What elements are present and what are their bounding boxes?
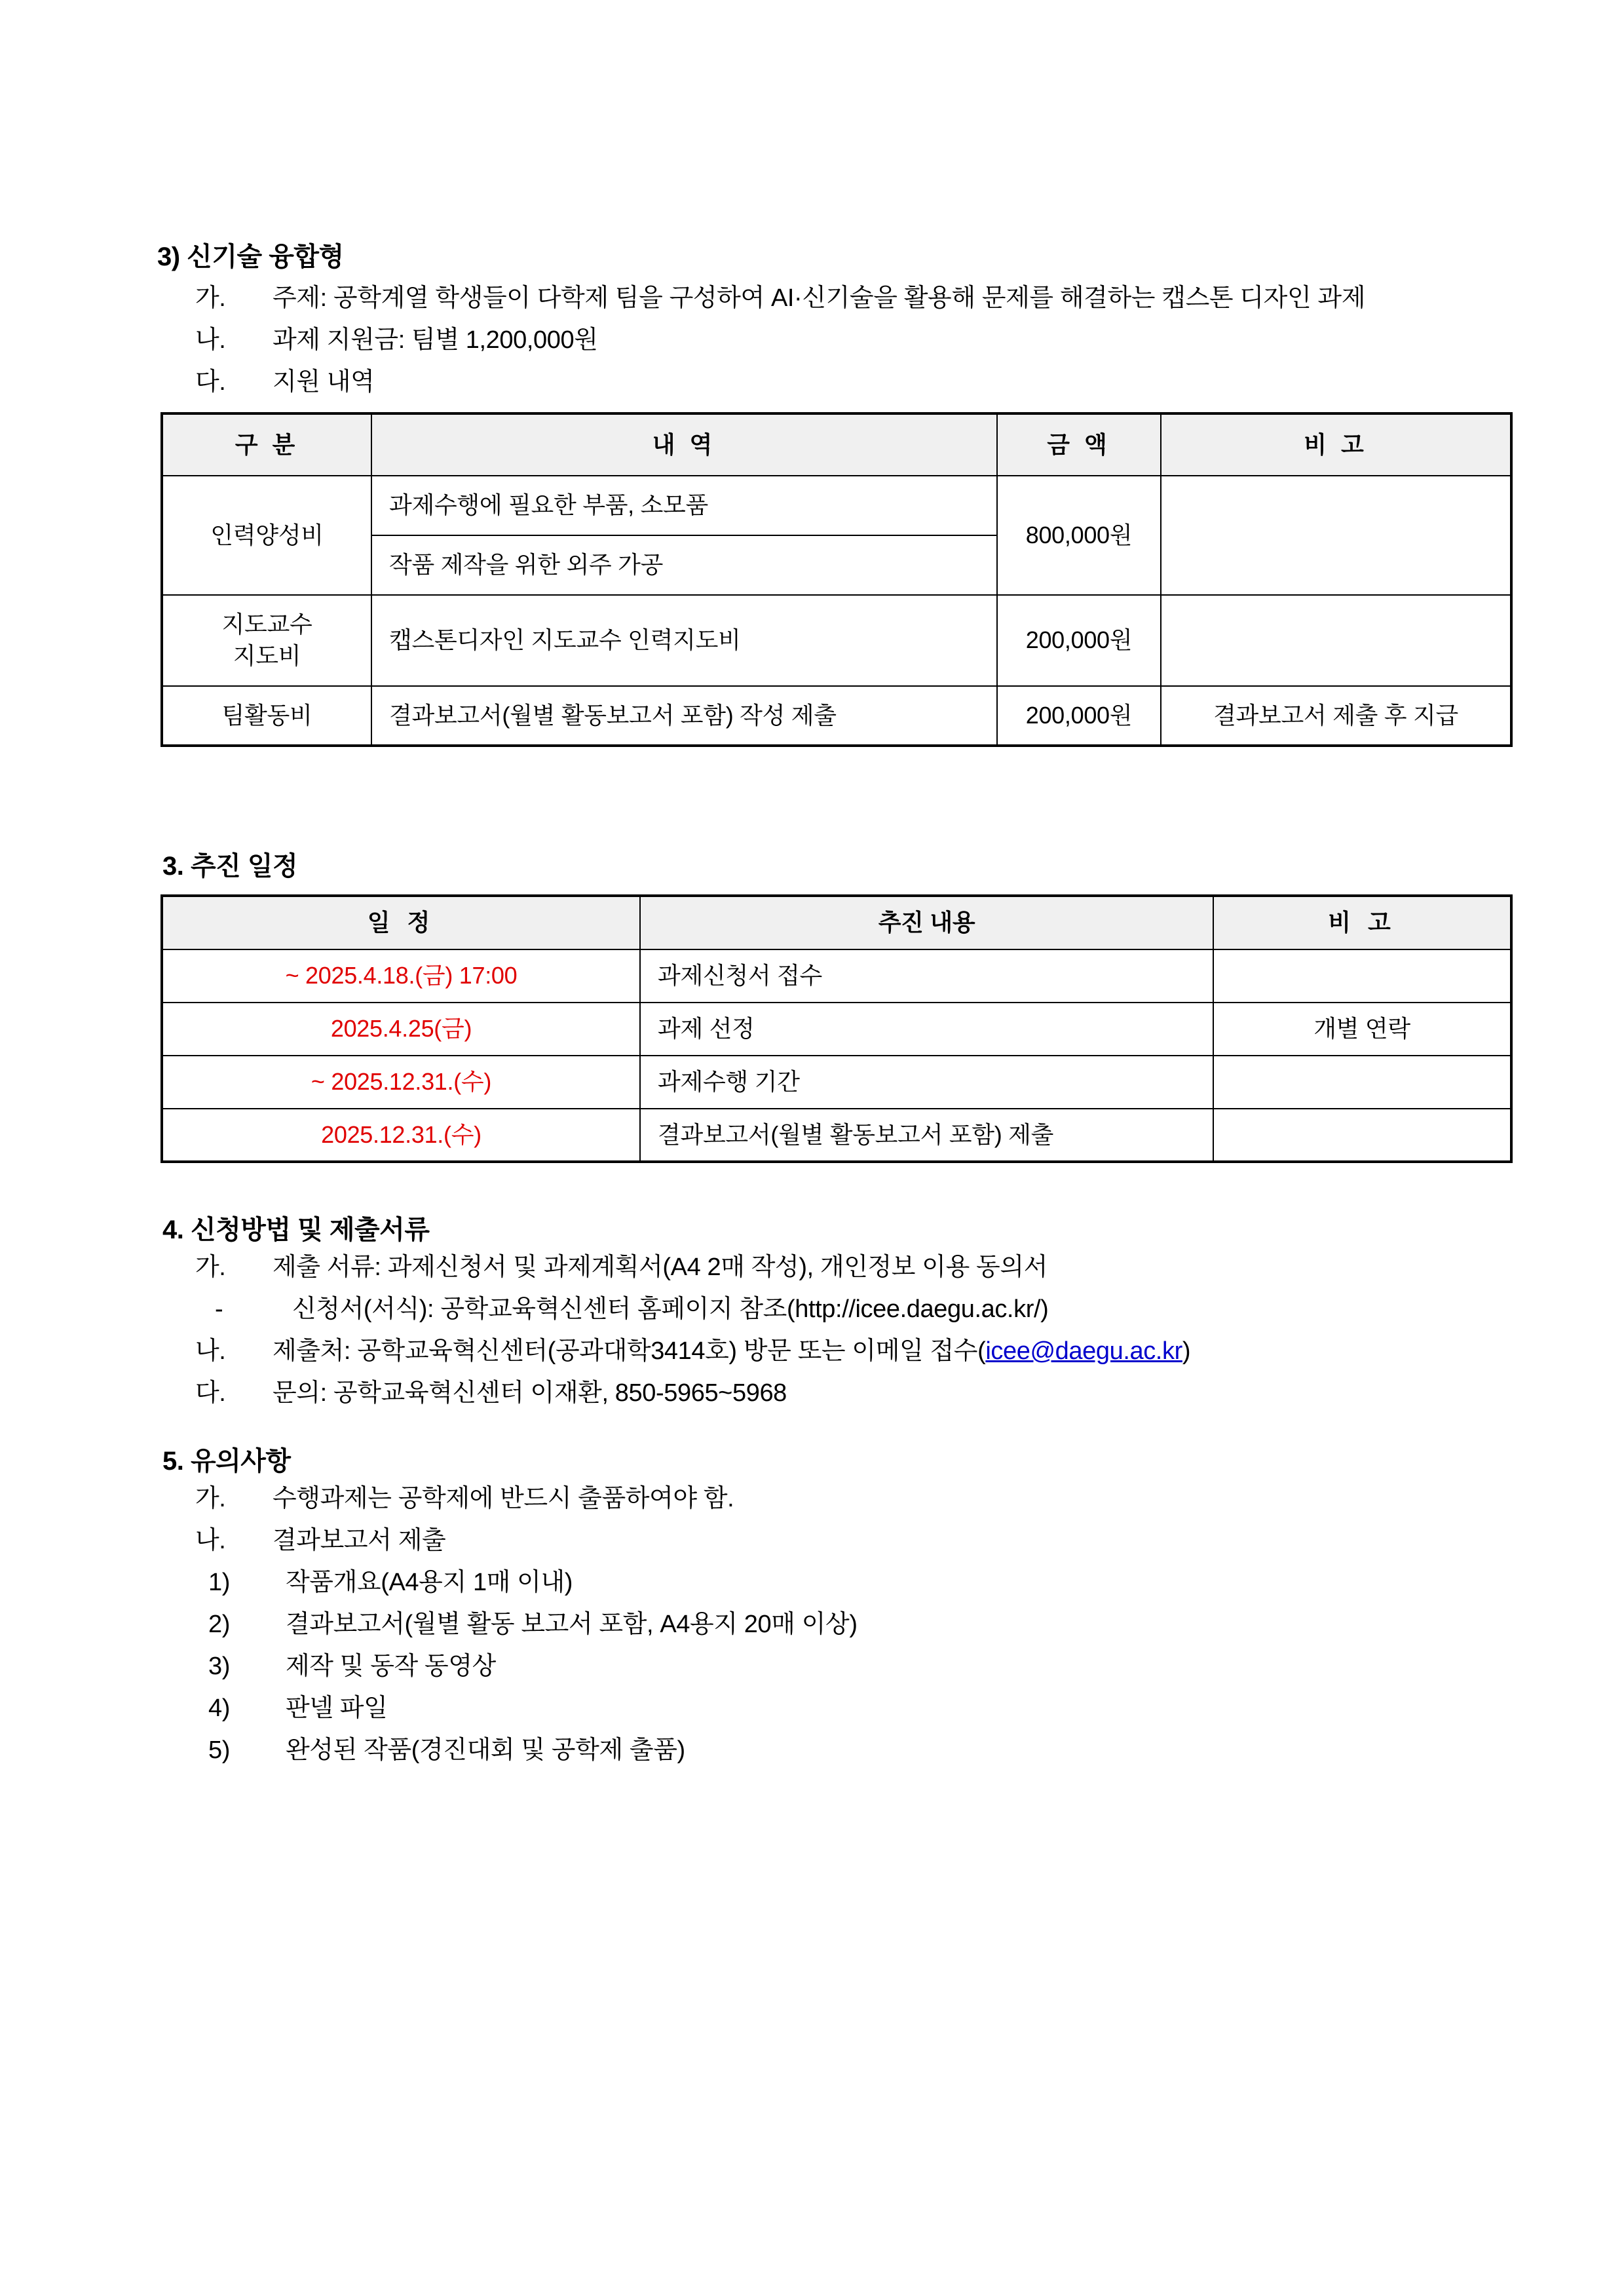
support-cell-note-2 bbox=[1161, 595, 1511, 686]
apply-item-b bbox=[157, 1334, 1506, 1369]
table-row bbox=[162, 1003, 1511, 1056]
table-row bbox=[162, 476, 1511, 535]
table-row bbox=[162, 1109, 1511, 1162]
schedule-date-1: ~ 2025.4.18.(금) 17:00 bbox=[162, 949, 640, 1003]
apply-item-b-suffix: ) bbox=[1182, 1337, 1191, 1366]
schedule-content-4: 결과보고서(월별 활동보고서 포함) 제출 bbox=[640, 1109, 1213, 1162]
section-apply-title: 4. 신청방법 및 제출서류 bbox=[162, 1215, 430, 1245]
apply-item-b-text bbox=[273, 1334, 1506, 1369]
section-schedule bbox=[157, 845, 1506, 1163]
apply-item-a-sub-text: 신청서(서식): 공학교육혁신센터 홈페이지 참조(http://icee.daegu.ac.kr/) bbox=[292, 1295, 1049, 1324]
new-tech-item-a bbox=[157, 281, 1506, 316]
new-tech-item-b-marker: 나. bbox=[195, 326, 226, 354]
apply-item-b-prefix: 제출처: 공학교육혁신센터(공과대학3414호) 방문 또는 이메일 접수( bbox=[273, 1337, 986, 1366]
support-cell-note-1 bbox=[1161, 476, 1511, 594]
apply-item-c bbox=[157, 1376, 1506, 1411]
notes-sub-item-1-marker: 1) bbox=[208, 1569, 230, 1597]
apply-item-a-sub bbox=[157, 1292, 1506, 1328]
apply-item-a-marker: 가. bbox=[195, 1253, 226, 1282]
new-tech-item-a-text: 주제: 공학계열 학생들이 다학제 팀을 구성하여 AI·신기술을 활용해 문제를 해결하는 캡스톤 디자인 과제 bbox=[273, 284, 1366, 312]
support-header-amount: 금 액 bbox=[997, 413, 1161, 476]
schedule-header-note: 비 고 bbox=[1213, 896, 1511, 949]
new-tech-item-a-marker: 가. bbox=[195, 284, 226, 312]
support-header-category: 구 분 bbox=[162, 413, 371, 476]
apply-item-c-marker: 다. bbox=[195, 1379, 226, 1407]
schedule-date-2: 2025.4.25(금) bbox=[162, 1003, 640, 1056]
new-tech-item-c bbox=[157, 365, 1506, 400]
table-row bbox=[162, 686, 1511, 746]
notes-sub-item-1 bbox=[157, 1565, 1506, 1601]
schedule-content-1: 과제신청서 접수 bbox=[640, 949, 1213, 1003]
notes-item-b-marker: 나. bbox=[195, 1527, 226, 1555]
schedule-note-3 bbox=[1213, 1056, 1511, 1109]
support-details-table bbox=[161, 412, 1513, 748]
schedule-note-2: 개별 연락 bbox=[1213, 1003, 1511, 1056]
new-tech-item-b bbox=[157, 323, 1506, 358]
support-cell-category-1: 인력양성비 bbox=[162, 476, 371, 594]
notes-sub-item-5 bbox=[157, 1733, 1506, 1769]
apply-item-a-sub-marker: - bbox=[215, 1295, 223, 1324]
support-header-detail: 내 역 bbox=[371, 413, 997, 476]
schedule-table bbox=[161, 894, 1513, 1163]
notes-item-a-text: 수행과제는 공학제에 반드시 출품하여야 함. bbox=[273, 1485, 734, 1513]
apply-item-b-marker: 나. bbox=[195, 1337, 226, 1366]
notes-sub-item-4-marker: 4) bbox=[208, 1694, 230, 1722]
notes-sub-item-2-marker: 2) bbox=[208, 1611, 230, 1639]
section-schedule-title: 3. 추진 일정 bbox=[162, 852, 298, 881]
support-cell-detail-4: 결과보고서(월별 활동보고서 포함) 작성 제출 bbox=[371, 686, 997, 746]
apply-item-a-text: 제출 서류: 과제신청서 및 과제계획서(A4 2매 작성), 개인정보 이용 동의서 bbox=[273, 1253, 1048, 1282]
support-cell-detail-2: 작품 제작을 위한 외주 가공 bbox=[371, 535, 997, 595]
schedule-note-1 bbox=[1213, 949, 1511, 1003]
notes-sub-item-4-text: 판넬 파일 bbox=[286, 1694, 388, 1722]
schedule-date-4: 2025.12.31.(수) bbox=[162, 1109, 640, 1162]
new-tech-item-c-text: 지원 내역 bbox=[273, 368, 375, 396]
table-row bbox=[162, 595, 1511, 686]
notes-sub-item-2 bbox=[157, 1607, 1506, 1643]
notes-sub-item-2-text: 결과보고서(월별 활동 보고서 포함, A4용지 20매 이상) bbox=[286, 1611, 858, 1639]
spacer-1 bbox=[157, 747, 1506, 845]
schedule-date-3: ~ 2025.12.31.(수) bbox=[162, 1056, 640, 1109]
new-tech-item-c-marker: 다. bbox=[195, 368, 226, 396]
spacer-3 bbox=[157, 1418, 1506, 1440]
schedule-note-4 bbox=[1213, 1109, 1511, 1162]
notes-item-a bbox=[157, 1482, 1506, 1517]
apply-email-link[interactable]: icee@daegu.ac.kr bbox=[985, 1337, 1182, 1366]
support-cell-category-3: 팀활동비 bbox=[162, 686, 371, 746]
table-row bbox=[162, 949, 1511, 1003]
support-cell-category-2 bbox=[162, 595, 371, 686]
notes-item-b bbox=[157, 1523, 1506, 1559]
notes-sub-item-5-marker: 5) bbox=[208, 1736, 230, 1764]
apply-item-c-text: 문의: 공학교육혁신센터 이재환, 850-5965~5968 bbox=[273, 1379, 787, 1407]
support-cell-amount-3: 200,000원 bbox=[997, 686, 1161, 746]
support-cell-amount-1: 800,000원 bbox=[997, 476, 1161, 594]
schedule-content-2: 과제 선정 bbox=[640, 1003, 1213, 1056]
support-cell-note-3: 결과보고서 제출 후 지급 bbox=[1161, 686, 1511, 746]
notes-sub-item-3-text: 제작 및 동작 동영상 bbox=[286, 1653, 496, 1681]
support-cell-detail-3: 캡스톤디자인 지도교수 인력지도비 bbox=[371, 595, 997, 686]
support-header-note: 비 고 bbox=[1161, 413, 1511, 476]
support-table-header-row bbox=[162, 413, 1511, 476]
support-cell-detail-1: 과제수행에 필요한 부품, 소모품 bbox=[371, 476, 997, 535]
notes-item-a-marker: 가. bbox=[195, 1485, 226, 1513]
schedule-table-header-row bbox=[162, 896, 1511, 949]
support-cell-category-2-line1: 지도교수 bbox=[221, 610, 312, 638]
notes-item-b-text: 결과보고서 제출 bbox=[273, 1527, 446, 1555]
notes-sub-item-5-text: 완성된 작품(경진대회 및 공학제 출품) bbox=[286, 1736, 685, 1764]
apply-item-a bbox=[157, 1250, 1506, 1286]
spacer-2 bbox=[157, 1163, 1506, 1209]
support-cell-category-2-line2: 지도비 bbox=[233, 642, 301, 670]
section-new-tech-title: 3) 신기술 융합형 bbox=[157, 242, 344, 271]
schedule-header-date: 일 정 bbox=[162, 896, 640, 949]
section-apply bbox=[157, 1209, 1506, 1411]
notes-sub-item-3-marker: 3) bbox=[208, 1653, 230, 1681]
new-tech-item-b-text: 과제 지원금: 팀별 1,200,000원 bbox=[273, 326, 598, 354]
notes-sub-item-1-text: 작품개요(A4용지 1매 이내) bbox=[286, 1569, 573, 1597]
section-notes-title: 5. 유의사항 bbox=[162, 1447, 291, 1476]
section-notes bbox=[157, 1440, 1506, 1769]
notes-sub-item-3 bbox=[157, 1649, 1506, 1685]
table-row bbox=[162, 1056, 1511, 1109]
schedule-header-content: 추진 내용 bbox=[640, 896, 1213, 949]
schedule-content-3: 과제수행 기간 bbox=[640, 1056, 1213, 1109]
notes-sub-item-4 bbox=[157, 1691, 1506, 1727]
support-cell-amount-2: 200,000원 bbox=[997, 595, 1161, 686]
section-new-tech bbox=[157, 236, 1506, 747]
